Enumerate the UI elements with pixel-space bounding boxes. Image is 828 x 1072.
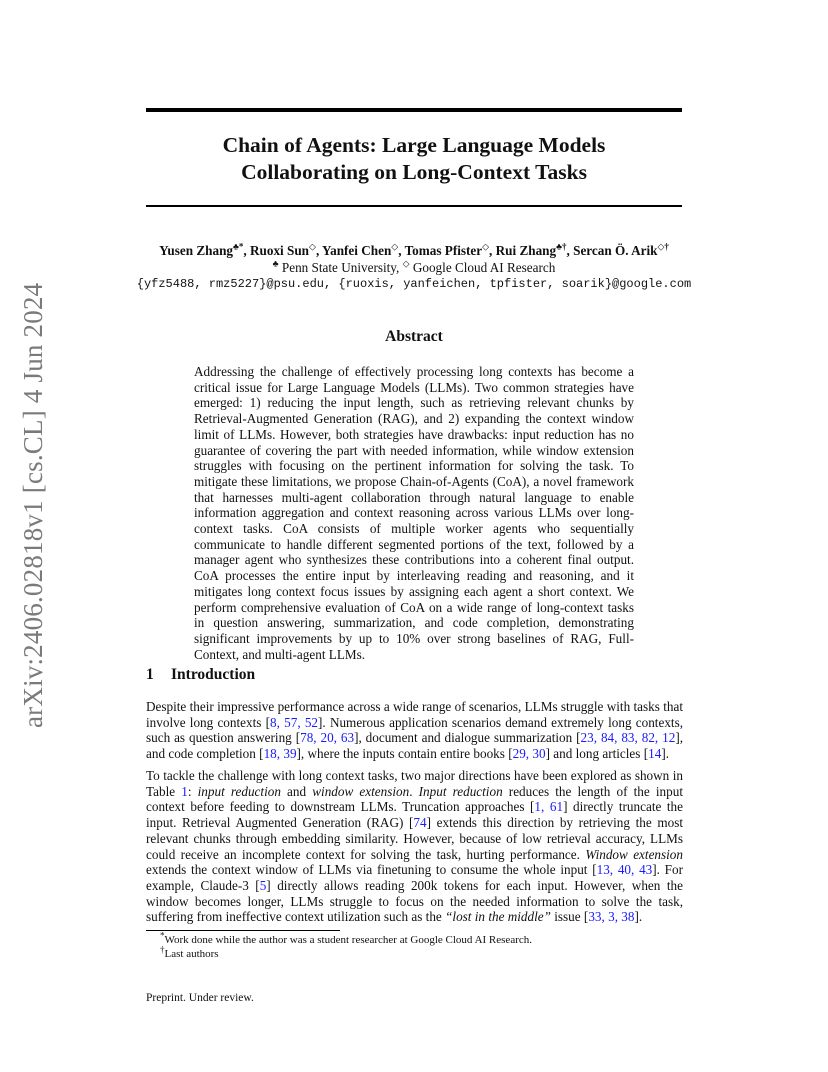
abstract-heading: Abstract <box>385 328 443 345</box>
citation-link[interactable]: 14 <box>648 746 662 762</box>
intro-paragraph-1: Despite their impressive performance across a wide range of scenarios, LLMs struggle with tasks that involve long contexts [8, 57, 52]. Numerous application scenarios demand extremely long contexts, such as question answering [78, 20, 63], document and dialogue summarization [23, 84, 83, 82, 12], and code completion [18, 39], where the inputs contain entire books [29, 30] and long articles [14]. <box>146 699 684 762</box>
author-name: Tomas Pfister <box>404 243 483 258</box>
citation-link[interactable]: 8, 57, 52 <box>270 714 319 730</box>
author-name: Yanfei Chen <box>322 243 392 258</box>
author-name: Ruoxi Sun <box>250 243 310 258</box>
arxiv-identifier-stamp: arXiv:2406.02818v1 [cs.CL] 4 Jun 2024 <box>18 282 48 728</box>
author-list: Yusen Zhang♣*, Ruoxi Sun◇, Yanfei Chen◇, Tomas Pfister◇, Rui Zhang♣†, Sercan Ö. Arik◇† <box>159 241 669 258</box>
affiliation-name: Penn State University <box>281 260 397 275</box>
author-emails: {yfz5488, rmz5227}@psu.edu, {ruoxis, yanfeichen, tpfister, soarik}@google.com <box>136 277 692 291</box>
citation-link[interactable]: 1, 61 <box>534 799 564 815</box>
affiliation-name: Google Cloud AI Research <box>412 260 556 275</box>
citation-link[interactable]: 29, 30 <box>512 746 546 762</box>
citation-link[interactable]: 23, 84, 83, 82, 12 <box>580 730 676 746</box>
footnote-1: *Work done while the author was a student researcher at Google Cloud AI Research. <box>160 930 532 946</box>
title-line-2: Collaborating on Long-Context Tasks <box>241 160 587 184</box>
author-mark: ◇ <box>391 241 399 252</box>
citation-link[interactable]: 18, 39 <box>263 746 297 762</box>
author-name: Sercan Ö. Arik <box>573 243 658 258</box>
section-heading-introduction <box>146 665 255 685</box>
citation-link[interactable]: 5 <box>259 877 267 893</box>
affiliation-mark: ♣ <box>272 258 279 269</box>
affiliations: ♣ Penn State University, ◇ Google Cloud AI Research <box>272 258 556 275</box>
table-reference-link[interactable]: 1 <box>181 783 188 799</box>
author-name: Rui Zhang <box>495 243 557 258</box>
footnote-2: †Last authors <box>160 944 219 960</box>
intro-paragraph-2: To tackle the challenge with long context tasks, two major directions have been explored as shown in Table 1: input reduction and window extension. Input reduction reduces the length of the input context before feeding to downstream LLMs. Truncation approaches [1, 61] directly truncate the input. Retrieval Augmented Generation (RAG) [74] extends this direction by retrieving the most relevant chunks through embedding similarity. However, because of low retrieval accuracy, LLMs could receive an incomplete context for solving the task, hurting performance. Window extension extends the context window of LLMs via finetuning to consume the whole input [13, 40, 43]. For example, Claude-3 [5] directly allows reading 200k tokens for each input. However, when the window becomes longer, LLMs struggle to focus on the needed information to solve the task, suffering from ineffective context utilization such as the “lost in the middle” issue [33, 3, 38]. <box>146 768 684 925</box>
author-mark: ♣† <box>556 241 567 252</box>
author-mark: ◇ <box>482 241 490 252</box>
author-name: Yusen Zhang <box>159 243 233 258</box>
citation-link[interactable]: 33, 3, 38 <box>588 909 635 925</box>
citation-link[interactable]: 78, 20, 63 <box>300 730 355 746</box>
preprint-note: Preprint. Under review. <box>146 992 254 1004</box>
title-line-1: Chain of Agents: Large Language Models <box>222 133 606 157</box>
title-bottom-rule <box>146 205 682 207</box>
affiliation-mark: ◇ <box>402 258 410 269</box>
title-top-rule <box>146 108 682 112</box>
abstract-text: Addressing the challenge of effectively processing long contexts has become a critical issue for Large Language Models (LLMs). Two common strategies have emerged: 1) reducing the input length, such as retrieving relevant chunks by Retrieval-Augmented Generation (RAG), and 2) expanding the context window limit of LLMs. However, both strategies have drawbacks: input reduction has no guarantee of covering the part with needed information, while window extension struggles with focusing on the pertinent information for solving the task. To mitigate these limitations, we propose Chain-of-Agents (CoA), a novel framework that harnesses multi-agent collaboration through natural language to enable information aggregation and context reasoning across various LLMs over long-context tasks. CoA consists of multiple worker agents who sequentially communicate to handle different segmented portions of the text, followed by a manager agent who synthesizes these contributions into a coherent final output. CoA processes the entire input by interleaving reading and reasoning, and it mitigates long context focus issues by assigning each agent a short context. We perform comprehensive evaluation of CoA on a wide range of long-context tasks in question answering, summarization, and code completion, demonstrating significant improvements by up to 10% over strong baselines of RAG, Full-Context, and multi-agent LLMs. <box>194 364 634 662</box>
footnote-rule <box>146 930 340 931</box>
author-mark: ♣* <box>233 241 244 252</box>
author-mark: ◇† <box>657 241 669 252</box>
section-title: Introduction <box>171 666 256 683</box>
citation-link[interactable]: 13, 40, 43 <box>596 862 653 878</box>
section-number: 1 <box>146 666 154 683</box>
paper-title <box>146 132 682 186</box>
citation-link[interactable]: 74 <box>413 815 427 831</box>
author-mark: ◇ <box>309 241 316 252</box>
